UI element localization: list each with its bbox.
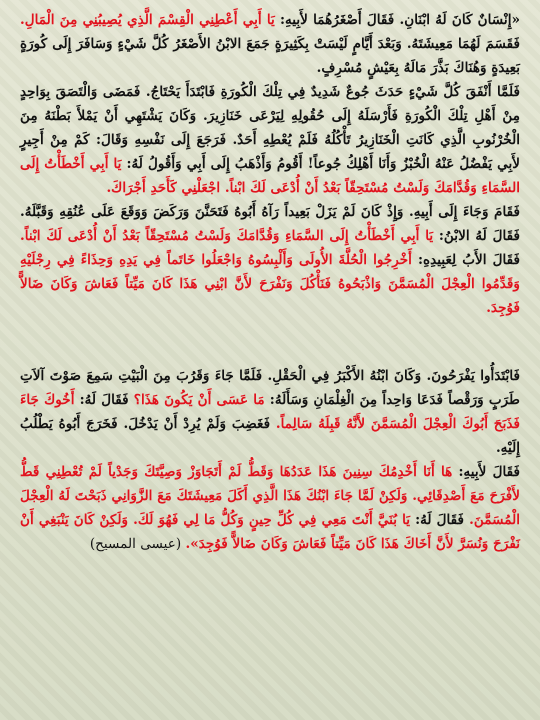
quote-segment: أَخُوكَ جَاءَ فَذَبَحَ أَبُوكَ الْعِجْلَ الْمُسَمَّنَ لأَنَّهُ قَبِلَهُ سَالِماً. (20, 392, 520, 432)
text-segment: فَقَالَ الأَبُ لِعَبِيدِهِ: (411, 252, 520, 268)
attribution: (عيسى المسيح) (89, 536, 186, 552)
text-segment: «إِنْسَانٌ كَانَ لَهُ ابْنَانِ. فَقَالَ أَصْغَرُهُمَا لأَبِيهِ: (274, 12, 520, 28)
paragraph-5 (20, 460, 520, 556)
paragraph-gap (20, 320, 520, 364)
text-segment: فَقَالَ لَهُ: (410, 512, 470, 528)
quote-segment: أَخْرِجُوا الْحُلَّةَ الأُولَى وَأَلْبِسُوهُ وَاجْعَلُوا خَاتَماً فِي يَدِهِ وَحِذَاءً فِي رِجْلَيْهِ وَقَدِّمُوا الْعِجْلَ الْمُسَمَّنَ وَاذْبَحُوهُ فَنَأْكُلَ وَنَفْرَحَ لأَنَّ ابْنِي هَذَا كَانَ مَيِّتاً فَعَاشَ وَكَانَ ضَالاًّ فَوُجِدَ. (20, 252, 520, 316)
paragraph-1 (20, 8, 520, 80)
text-segment: فَقَالَ لَهُ: (74, 392, 134, 408)
paragraph-3 (20, 200, 520, 320)
quote-segment: هَا أَنَا أَخْدِمُكَ سِنِينَ هَذَا عَدَدُهَا وَقَطُّ لَمْ أَتَجَاوَزْ وَصِيَّتَكَ وَجَدْياً لَمْ تُعْطِنِي قَطُّ لأَفْرَحَ مَعَ أَصْدِقَائِي. وَلَكِنْ لَمَّا جَاءَ ابْنُكَ هَذَا الَّذِي أَكَلَ مَعِيشَتَكَ مَعَ الزَّوَانِي ذَبَحْتَ لَهُ الْعِجْلَ الْمُسَمَّنَ. (20, 464, 520, 528)
text-segment: فَلَمَّا أَنْفَقَ كُلَّ شَيْءٍ حَدَثَ جُوعٌ شَدِيدٌ فِي تِلْكَ الْكُورَةِ فَابْتَدَأَ يَحْتَاجُ. فَمَضَى وَالْتَصَقَ بِوَاحِدٍ مِنْ أَهْلِ تِلْكَ الْكُورَةِ فَأَرْسَلَهُ إِلَى حُقُولِهِ لِيَرْعَى خَنَازِيرَ. وَكَانَ يَشْتَهِي أَنْ يَمْلأَ بَطْنَهُ مِنَ الْخُرْنُوبِ الَّذِي كَانَتِ الْخَنَازِيرُ تَأْكُلُهُ فَلَمْ يُعْطِهِ أَحَدٌ. فَرَجَعَ إِلَى نَفْسِهِ وَقَالَ: كَمْ مِنْ أَجِيرٍ لأَبِي يَفْضُلُ عَنْهُ الْخُبْزُ وَأَنَا أَهْلِكُ جُوعاً! أَقُومُ وَأَذْهَبُ إِلَى أَبِي وَأَقُولُ لَهُ: (20, 84, 520, 172)
paragraph-4 (20, 364, 520, 460)
quote-segment: مَا عَسَى أَنْ يَكُونَ هَذَا؟ (133, 392, 265, 408)
quote-segment: يَا بُنَيَّ أَنْتَ مَعِي فِي كُلِّ حِينٍ وَكُلُّ مَا لِي فَهُوَ لَكَ. وَلَكِنْ كَانَ يَنْبَغِي أَنْ نَفْرَحَ وَنُسَرَّ لأَنَّ أَخَاكَ هَذَا كَانَ مَيِّتاً فَعَاشَ وَكَانَ ضَالاًّ فَوُجِدَ». (20, 512, 520, 552)
parable-text (20, 8, 520, 556)
quote-segment: يَا أَبِي أَعْطِنِي الْقِسْمَ الَّذِي يُصِيبُنِي مِنَ الْمَالِ. (20, 12, 275, 28)
text-segment: فَقَالَ لأَبِيهِ: (452, 464, 521, 480)
text-segment: فَغَضِبَ وَلَمْ يُرِدْ أَنْ يَدْخُلَ. فَخَرَجَ أَبُوهُ يَطْلُبُ إِلَيْهِ. (20, 416, 520, 456)
text-segment: فَابْتَدَأُوا يَفْرَحُونَ. وَكَانَ ابْنُهُ الأَكْبَرُ فِي الْحَقْلِ. فَلَمَّا جَاءَ وَقَرُبَ مِنَ الْبَيْتِ سَمِعَ صَوْتَ آلاَتِ طَرَبٍ وَرَقْصاً فَدَعَا وَاحِداً مِنَ الْغِلْمَانِ وَسَأَلَهُ: (20, 368, 520, 408)
text-segment: فَقَسَمَ لَهُمَا مَعِيشَتَهُ. وَبَعْدَ أَيَّامٍ لَيْسَتْ بِكَثِيرَةٍ جَمَعَ الابْنُ الأَصْغَرُ كُلَّ شَيْءٍ وَسَافَرَ إِلَى كُورَةٍ بَعِيدَةٍ وَهُنَاكَ بَذَّرَ مَالَهُ بِعَيْشٍ مُسْرِفٍ. (20, 36, 520, 76)
quote-segment: يَا أَبِي أَخْطَأْتُ إِلَى السَّمَاءِ وَقُدَّامَكَ وَلَسْتُ مُسْتَحِقّاً بَعْدُ أَنْ أُدْعَى لَكَ ابْناً. اجْعَلْنِي كَأَحَدِ أَجْرَاكَ. (20, 156, 520, 196)
text-segment: فَقَامَ وَجَاءَ إِلَى أَبِيهِ. وَإِذْ كَانَ لَمْ يَزَلْ بَعِيداً رَآهُ أَبُوهُ فَتَحَنَّنَ وَرَكَضَ وَوَقَعَ عَلَى عُنُقِهِ وَقَبَّلَهُ. فَقَالَ لَهُ الابْنُ: (20, 204, 521, 244)
paragraph-2 (20, 80, 520, 200)
quote-segment: يَا أَبِي أَخْطَأْتُ إِلَى السَّمَاءِ وَقُدَّامَكَ وَلَسْتُ مُسْتَحِقّاً بَعْدُ أَنْ أُدْعَى لَكَ ابْناً. (20, 228, 434, 244)
